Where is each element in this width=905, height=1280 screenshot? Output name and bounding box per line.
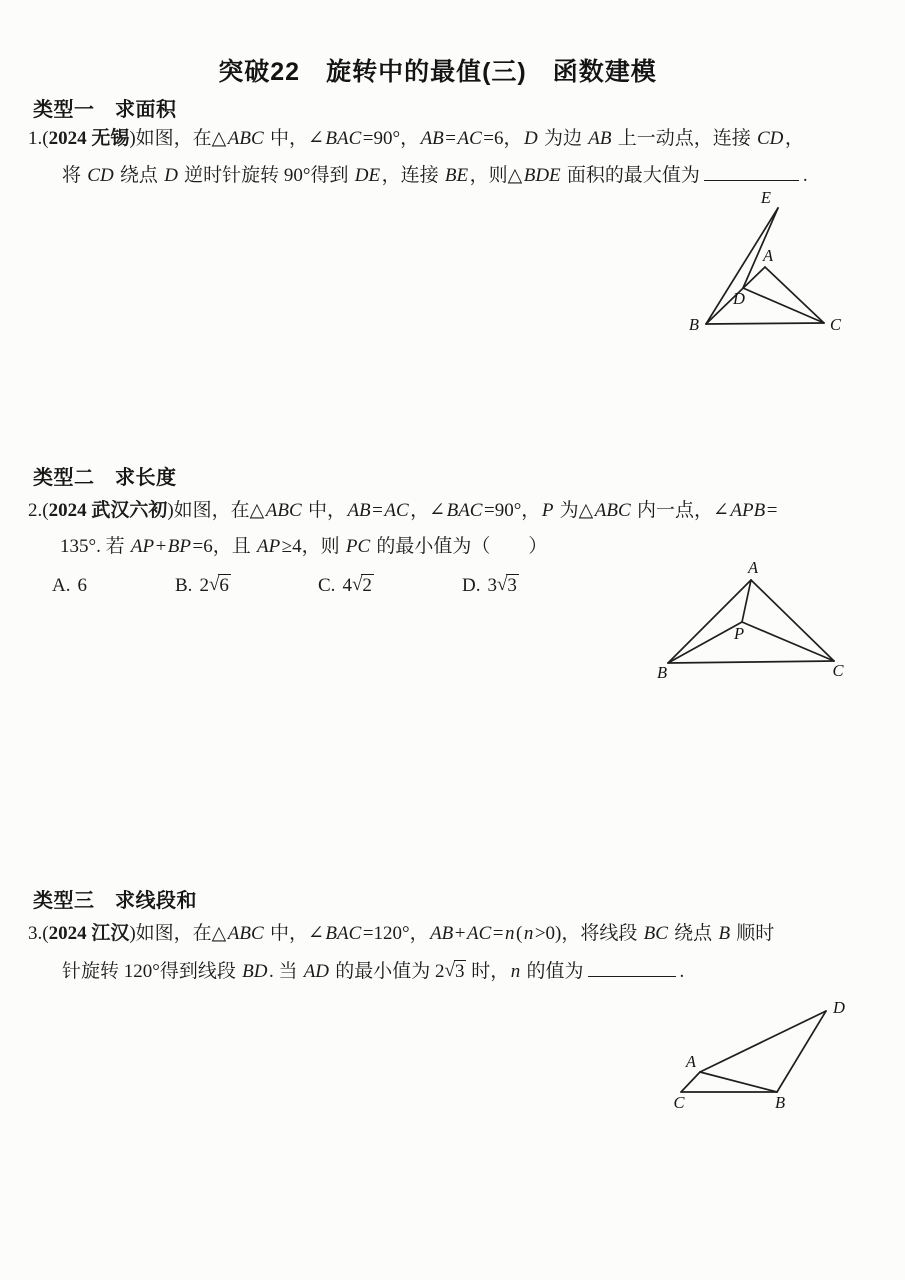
option-C-label: C. (318, 575, 336, 596)
text-segment: 中，∠ (265, 128, 324, 149)
text-segment: CD (87, 164, 114, 186)
figure-3-triangle-ABD (655, 993, 865, 1118)
text-segment: 绕点 (669, 923, 717, 944)
text-segment: ABC (227, 128, 264, 149)
text-segment: ( (516, 923, 523, 944)
vertex-label-B: B (774, 1093, 786, 1112)
section-1-heading: 类型一 求面积 (33, 99, 177, 121)
line-PC (742, 622, 834, 661)
line-BC (668, 661, 834, 663)
line-DC (743, 288, 824, 323)
text-segment: AB (430, 923, 454, 944)
problem-1-line-1 (28, 125, 804, 152)
text-segment: BAC (325, 128, 362, 149)
text-segment: BE (444, 164, 469, 186)
text-segment: ，∠ (410, 500, 446, 521)
line-BP (668, 622, 745, 663)
text-segment: ABC (265, 500, 302, 521)
text-segment: B (718, 923, 731, 944)
text-segment: AD (303, 960, 330, 982)
text-segment: 2024 江汉 (48, 923, 130, 944)
vertex-label-P: P (733, 624, 745, 643)
line-AC (751, 580, 834, 661)
line-AC (765, 267, 824, 323)
figure-2-triangle-APB (645, 557, 860, 692)
text-segment: 中， (303, 500, 346, 521)
text-segment: BAC (325, 923, 362, 944)
text-segment: . (802, 164, 808, 186)
text-segment: 的值为 (521, 960, 584, 982)
text-segment: )如图，在△ (129, 128, 227, 149)
text-segment: + (155, 536, 167, 557)
text-segment: . (679, 960, 685, 982)
line-AB (668, 580, 751, 663)
option-B-value (199, 575, 230, 596)
text-segment: 4 (342, 575, 352, 596)
option-B (175, 575, 231, 597)
text-segment: =90°， (362, 128, 420, 149)
text-segment: 面积的最大值为 (562, 164, 700, 186)
text-segment: 2 (199, 575, 209, 596)
text-segment: PC (345, 536, 371, 557)
vertex-label-B: B (656, 663, 668, 682)
option-C (318, 575, 374, 597)
option-A-label: A. (52, 575, 71, 596)
text-segment: BD (242, 960, 268, 982)
text-segment: AP (130, 536, 155, 557)
text-segment: BP (167, 536, 192, 557)
vertex-label-D: D (833, 998, 845, 1017)
text-segment: )如图，在△ (167, 500, 265, 521)
vertex-label-B: B (688, 315, 699, 334)
line-BC (706, 323, 824, 324)
text-segment: 将 (62, 164, 86, 186)
line-AB (700, 1072, 777, 1092)
text-segment: D (524, 128, 538, 149)
text-segment: AC (467, 923, 492, 944)
text-segment: APB (730, 500, 766, 521)
text-segment: 135°. 若 (60, 536, 130, 557)
text-segment: DE (354, 164, 381, 186)
text-segment: 的最小值为（ ） (371, 536, 548, 557)
figure-1-triangle-BDE (650, 185, 865, 345)
vertex-label-A: A (685, 1052, 696, 1071)
problem-2-line-2 (60, 533, 547, 560)
option-D-value (487, 575, 518, 596)
section-3-heading: 类型三 求线段和 (33, 890, 197, 912)
vertex-label-C: C (673, 1093, 685, 1112)
text-segment: AC (384, 500, 409, 521)
text-segment: 1.( (28, 128, 49, 149)
sqrt-expression: √2 (351, 574, 372, 596)
text-segment: 2024 武汉六初 (48, 500, 168, 521)
problem-3-line-1 (28, 920, 774, 947)
text-segment: ABC (227, 923, 264, 944)
text-segment: BAC (446, 500, 483, 521)
text-segment: 的最小值为 2 (330, 960, 445, 982)
text-segment: BDE (523, 164, 561, 186)
text-segment: 6 (77, 575, 87, 596)
text-segment: 为边 (539, 128, 587, 149)
text-segment: 3 (487, 575, 497, 596)
text-segment: ABC (594, 500, 631, 521)
text-segment: = (445, 128, 457, 149)
text-segment: ， (784, 128, 804, 149)
vertex-label-E: E (760, 188, 771, 207)
text-segment: AB (588, 128, 612, 149)
text-segment: 顺时 (731, 923, 775, 944)
text-segment: n (510, 960, 521, 982)
text-segment: P (541, 500, 554, 521)
text-segment: . 当 (268, 960, 303, 982)
text-segment: ，连接 (381, 164, 444, 186)
text-segment: 绕点 (115, 164, 163, 186)
section-2-heading: 类型二 求长度 (33, 467, 177, 489)
vertex-label-C: C (830, 315, 842, 334)
text-segment: )如图，在△ (129, 923, 227, 944)
text-segment: CD (757, 128, 784, 149)
problem-2-line-1 (28, 497, 777, 524)
option-B-label: B. (175, 575, 193, 596)
option-D-label: D. (462, 575, 481, 596)
text-segment: =6，且 (192, 536, 256, 557)
text-segment: = (766, 500, 778, 521)
option-D (462, 575, 519, 597)
text-segment: AB (420, 128, 444, 149)
text-segment: 3.( (28, 923, 49, 944)
text-segment: 逆时针旋转 90°得到 (179, 164, 354, 186)
text-segment: >0)，将线段 (534, 923, 643, 944)
answer-blank (704, 160, 799, 181)
text-segment: 内一点，∠ (632, 500, 729, 521)
text-segment: BC (643, 923, 668, 944)
sqrt-expression: √3 (444, 959, 465, 982)
sqrt-expression: √6 (208, 574, 229, 596)
text-segment: AP (256, 536, 281, 557)
text-segment: =90°， (483, 500, 541, 521)
problem-3-line-2 (62, 956, 684, 985)
text-segment: 时， (466, 960, 510, 982)
text-segment: AC (457, 128, 482, 149)
text-segment: 中，∠ (265, 923, 324, 944)
text-segment: n (505, 923, 515, 944)
text-segment: =120°， (362, 923, 429, 944)
text-segment: ，则△ (469, 164, 523, 186)
text-segment: D (164, 164, 178, 186)
sqrt-expression: √3 (496, 574, 517, 596)
vertex-label-A: A (762, 246, 774, 265)
line-CA (681, 1072, 700, 1092)
text-segment: = (372, 500, 383, 521)
option-A (52, 575, 87, 597)
text-segment: 上一动点，连接 (612, 128, 756, 149)
text-segment: =6， (483, 128, 523, 149)
vertex-label-D: D (733, 289, 745, 308)
answer-blank (588, 956, 676, 977)
page-title: 突破22 旋转中的最值(三) 函数建模 (218, 58, 657, 86)
text-segment: + (454, 923, 466, 944)
line-AP (742, 580, 751, 622)
text-segment: 2.( (28, 500, 49, 521)
text-segment: ≥4，则 (281, 536, 345, 557)
text-segment: 2024 无锡 (48, 128, 130, 149)
vertex-label-A: A (747, 558, 759, 577)
option-A-value (77, 575, 87, 596)
text-segment: = (492, 923, 504, 944)
text-segment: n (523, 923, 534, 944)
option-C-value (342, 575, 373, 596)
vertex-label-C: C (832, 661, 844, 680)
text-segment: 为△ (554, 500, 594, 521)
text-segment: AB (347, 500, 371, 521)
text-segment: 针旋转 120°得到线段 (62, 960, 241, 982)
